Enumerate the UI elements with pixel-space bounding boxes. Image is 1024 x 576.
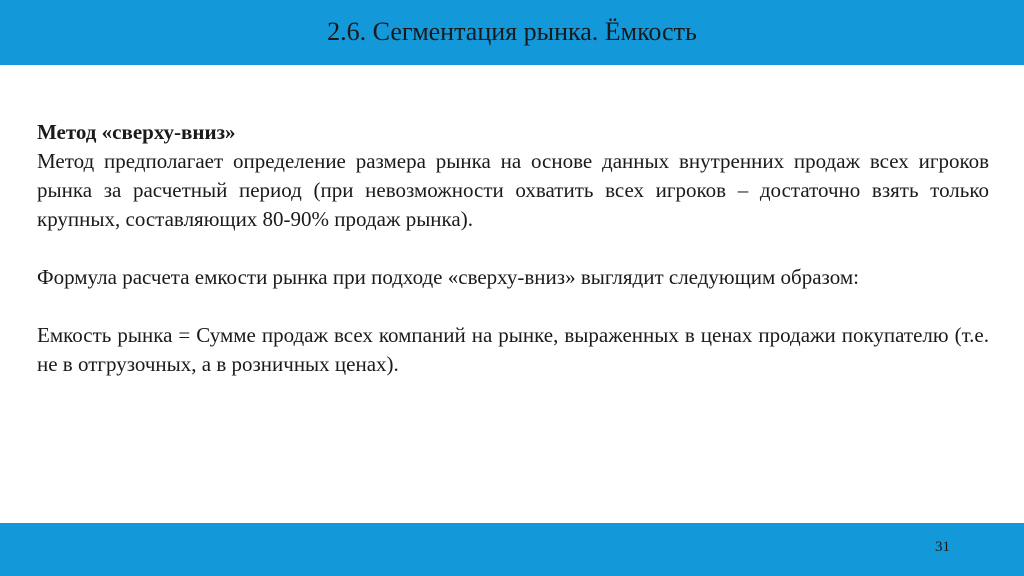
header-bar xyxy=(0,0,1024,65)
page-number: 31 xyxy=(935,539,950,555)
slide-content xyxy=(37,118,989,379)
spacer xyxy=(37,234,989,263)
method-heading: Метод «сверху-вниз» xyxy=(37,120,236,144)
formula-intro: Формула расчета емкости рынка при подходе «сверху-вниз» выглядит следующим образом: xyxy=(37,265,859,289)
formula-text: Емкость рынка = Сумме продаж всех компаний на рынке, выраженных в ценах продажи покупателю (т.е. не в отгрузочных, а в розничных ценах). xyxy=(37,323,989,376)
spacer xyxy=(37,292,989,321)
method-description: Метод предполагает определение размера рынка на основе данных внутренних продаж всех игроков рынка за расчетный период (при невозможности охватить всех игроков – достаточно взять только крупных, составляющих 80-90% продаж рынка). xyxy=(37,149,989,231)
footer-bar xyxy=(0,523,1024,576)
slide-title: 2.6. Сегментация рынка. Ёмкость xyxy=(327,17,697,46)
